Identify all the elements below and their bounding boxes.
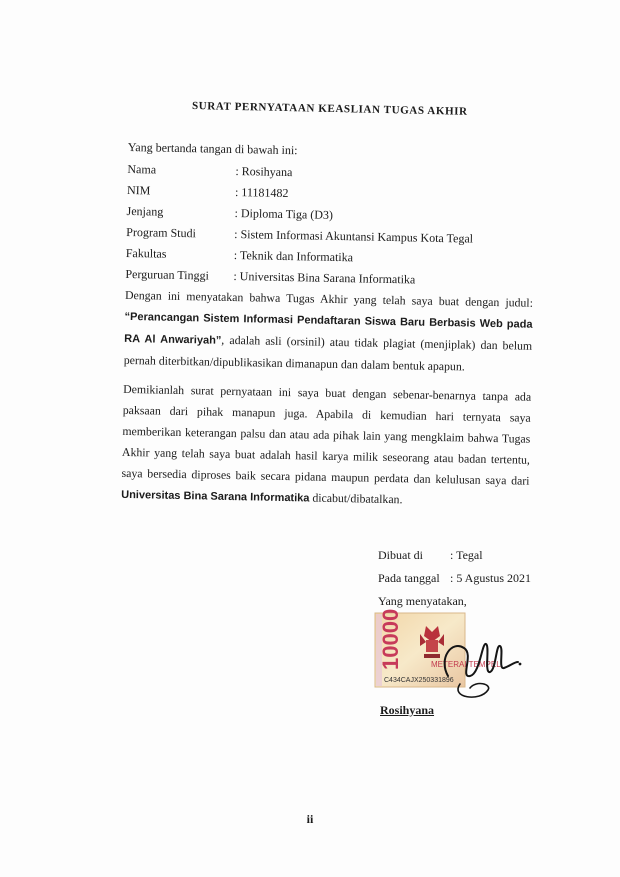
date-label: Pada tanggal bbox=[378, 571, 440, 585]
page-number: ii bbox=[306, 812, 314, 826]
thesis-title: “Perancangan Sistem Informasi Pendaftaran Siswa Baru Berbasis Web pada RA Al Anwariyah” bbox=[124, 310, 533, 347]
statement-text: Dengan ini menyatakan bahwa Tugas Akhir yang telah saya buat dengan judul: bbox=[124, 287, 534, 310]
handwritten-signature bbox=[430, 618, 525, 708]
identity-value: : Diploma Tiga (D3) bbox=[234, 206, 334, 222]
stamp-text: METERAI TEMPEL bbox=[431, 660, 501, 669]
identity-value: : Teknik dan Informatika bbox=[233, 248, 354, 265]
identity-label: Program Studi bbox=[126, 224, 197, 241]
signature-place bbox=[378, 548, 483, 563]
identity-value: : Sistem Informasi Akuntansi Kampus Kota Tegal bbox=[234, 227, 474, 246]
identity-label: Fakultas bbox=[125, 245, 167, 261]
identity-label: Perguruan Tinggi bbox=[125, 266, 210, 283]
document-title: SURAT PERNYATAAN KEASLIAN TUGAS AKHIR bbox=[191, 100, 468, 118]
stamp-serial: C434CAJX250331896 bbox=[384, 677, 454, 684]
declaration-text-end: dicabut/dibatalkan. bbox=[309, 490, 403, 507]
identity-value: : 11181482 bbox=[234, 185, 289, 201]
signature-date bbox=[378, 571, 531, 586]
declaration-paragraph bbox=[121, 379, 531, 514]
stamp-value: 10000 bbox=[378, 608, 403, 670]
identity-label: Jenjang bbox=[126, 203, 164, 219]
signature-loop bbox=[458, 684, 489, 698]
identity-value: : Universitas Bina Sarana Informatika bbox=[233, 269, 416, 287]
signature-dot bbox=[519, 663, 522, 666]
university-name: Universitas Bina Sarana Informatika bbox=[121, 488, 310, 505]
declaration-text: Demikianlah surat pernyataan ini saya buat dengan sebenar-benarnya tanpa ada paksaan dari pihak manapun juga. Apabila di kemudian hari ternyata saya memberikan keterangan palsu dan atau ada pihak lain yang mengklaim bahwa Tugas Akhir yang telah saya buat adalah hasil karya milik seseorang atau badan tertentu, saya bersedia diproses baik secara pidana maupun perdata dan kelulusan saya dari bbox=[121, 381, 532, 488]
statement-paragraph bbox=[124, 285, 534, 379]
signer-name: Rosihyana bbox=[380, 703, 435, 717]
identity-row-nim bbox=[127, 183, 289, 201]
signature-closing: Yang menyatakan, bbox=[378, 594, 467, 608]
identity-value: : Rosihyana bbox=[235, 164, 293, 180]
identity-row-jenjang bbox=[126, 204, 333, 223]
identity-row-perguruan-tinggi bbox=[125, 267, 415, 288]
place-label: Dibuat di bbox=[378, 548, 423, 562]
identity-row-program-studi bbox=[126, 225, 473, 247]
identity-row-fakultas bbox=[126, 246, 353, 265]
intro-text: Yang bertanda tangan di bawah ini: bbox=[127, 139, 298, 158]
place-value: : Tegal bbox=[450, 548, 483, 562]
date-value: : 5 Agustus 2021 bbox=[450, 571, 532, 585]
identity-label: Nama bbox=[127, 161, 157, 177]
statement-text-continued: , adalah asli (orsinil) atau tidak plagiat (menjiplak) dan belum pernah diterbitkan/dipublikasikan dimanapun dan dalam bentuk apapun. bbox=[123, 332, 533, 374]
signature-stroke bbox=[445, 644, 518, 676]
identity-row-nama bbox=[127, 162, 292, 180]
identity-label: NIM bbox=[126, 182, 151, 198]
